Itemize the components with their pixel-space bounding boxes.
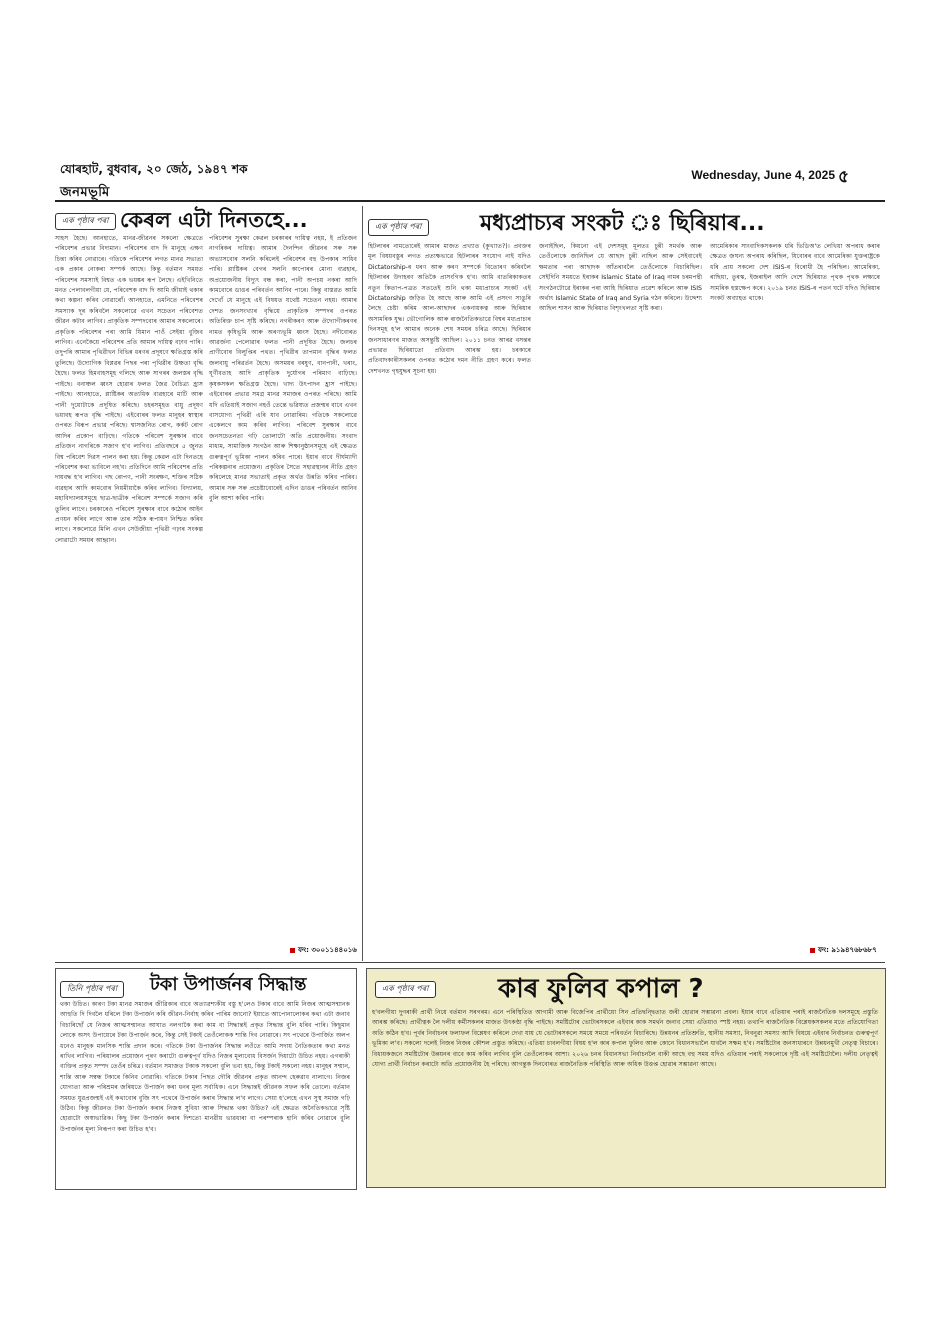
kapal-continued-tag: এক পৃষ্ঠাৰ পৰা	[375, 981, 436, 998]
taka-headline: টকা উপাৰ্জনৰ সিদ্ধান্ত	[150, 974, 307, 995]
syria-headline: মধ্যপ্ৰাচ্যৰ সংকট ঃ ছিৰিয়াৰ...	[480, 211, 765, 236]
section-rule	[55, 962, 885, 963]
syria-column-3: আমেৰিকাৰ সাংবাদিকসকলক ধৰি ভিডিঅ'ত লেখিয়া অপৰাধ কৰাৰ ক্ষেত্ৰত জঘন্য অপৰাধ কৰিছিল, যিবোৰৰ বাবে আমেৰিকা যুক্তৰাষ্ট্ৰকে ধৰি প্ৰায় সকলো দেশ ISIS-ৰ বিৰোধী হৈ পৰিছিল। আমেৰিকা, ৰাছিয়া, তুৰস্ক, ইজৰাইল আদি দেশে ছিৰিয়াত পৃথক পৃথক লক্ষ্যৰে সামৰিক হস্তক্ষেপ কৰে। ২০১৯ চনত ISIS-ৰ পতন ঘটে যদিও ছিৰিয়াৰ সংকট অব্যাহত থাকে।	[710, 243, 880, 303]
date-line-right: Wednesday, June 4, 2025	[691, 168, 835, 182]
syria-tag-wrap	[368, 214, 429, 236]
kerala-column-1: সাহস হৈছে। আনহাতে, মানৱ-জীৱনৰ সকলো ক্ষেত্ৰতে পৰিবেশৰ প্ৰভাৱ বিদ্যমান। পৰিবেশৰ বাদ দি মানুহে এক্ষণ চিন্তা কৰিব নোৱাৰে। গতিকে পৰিবেশৰ লগত মানৱ সভ্যতা এক প্ৰকাৰ নোকৰা সম্পৰ্ক আছে। কিন্তু বৰ্তমান সময়ত পৰিবেশৰ সমস্যাই বিশ্বত এক ভয়ঙ্কৰ ৰূপ লৈছে। এইখিনিতে মনত পেলাবলগীয়া যে, পৰিবেশক বাদ দি আমি জীয়াই থকাৰ কথা কল্পনা কৰিব নোৱাৰোঁ। আনহাতে, এমনিতে পৰিবেশৰ সমস্যাক দূৰ কৰিবলৈ সকলোৱে এখন সচেতন পৰিবেশত জীৱন কটাব লাগিব। প্ৰাকৃতিক সম্পদবোৰ আমাৰ সকলোৰে। প্ৰকৃতিক পৰিবেশৰ পৰা আমি যিমান পাওঁ সেইয়া বুজিব লাগিব। এনেকৈয়ে পৰিবেশৰ প্ৰতি আমাৰ দায়িত্ব বঢ়াব পাৰি। তদুপৰি আমাৰ পৃথিৱীখন বিভিন্ন ধৰণৰ প্ৰদূষণে ক্ষতিগ্ৰস্ত কৰি তুলিছে। উদ্যোগিক বিপ্লৱৰ পিছৰ পৰা পৃথিৱীৰ উষ্ণতা বৃদ্ধি হৈছে। ফলত হিমবাহসমূহ গলিছে আৰু সাগৰৰ জলস্তৰ বৃদ্ধি পাইছে। বনাঞ্চল ধ্বংস হোৱাৰ ফলত জৈৱ বৈচিত্ৰ্য হ্ৰাস পাইছে। আনহাতে, প্লাষ্টিকৰ অত্যধিক ব্যৱহাৰে মাটি আৰু পানী দুয়োটাকে প্ৰদূষিত কৰিছে। চহৰসমূহত বায়ু প্ৰদূষণ ভয়াবহ ৰূপত বৃদ্ধি পাইছে। এইবোৰৰ ফলত মানুহৰ স্বাস্থ্যৰ ওপৰত বিৰূপ প্ৰভাৱ পৰিছে। শ্বাসজনিত ৰোগ, কৰ্কট ৰোগ আদিৰ প্ৰকোপ বাঢ়িছে। গতিকে পৰিবেশ সুৰক্ষাৰ বাবে প্ৰতিজন নাগৰিকে সজাগ হ'ব লাগিব। প্ৰতিবছৰে ৫ জুনত বিশ্ব পৰিবেশ দিৱস পালন কৰা হয়। কিন্তু কেৱল এটা দিনতহে পৰিবেশৰ কথা ভাবিলে নহ'ব। প্ৰতিদিনে আমি পৰিবেশৰ প্ৰতি দায়বদ্ধ হ'ব লাগিব। গছ ৰোপণ, পানী সংৰক্ষণ, শক্তিৰ সঠিক ব্যৱহাৰ আদি কামবোৰ নিয়মীয়াকৈ কৰিব লাগিব। বিদ্যালয়, মহাবিদ্যালয়সমূহে ছাত্ৰ-ছাত্ৰীক পৰিবেশ সম্পৰ্কে সজাগ কৰি তুলিব লাগে। চৰকাৰেও পৰিবেশ সুৰক্ষাৰ বাবে কঠোৰ আইন প্ৰণয়ন কৰিব লাগে আৰু তাৰ সঠিক ৰূপায়ণ নিশ্চিত কৰিব লাগে। সকলোৱে মিলি এখন সেউজীয়া পৃথিৱী গঢ়াৰ সংকল্প লোৱাটো সময়ৰ আহ্বান।	[55, 235, 203, 544]
column-divider	[362, 206, 363, 961]
kerala-end-code	[290, 944, 357, 956]
syria-column-1: হিটলাৰৰ নামতোৰেই আমাৰ মাজত প্ৰখ্যাত (কুখ্যাত?)। প্ৰবক্তৰ মূল বিষয়বস্তুৰ লগত প্ৰত্যক্ষভাৱে হিটলাৰৰ সংযোগ নাই যদিও Dictatorship-ৰ ধৰণ আৰু কৰণ সম্পৰ্কে বিতোৰণ কৰিবলৈ হিটলাৰৰ উদাহৰণ অতিকৈ প্ৰাসংগিক হ'ব। আমি বাতৰিকাকতৰ নতুন কিতাপ-পত্ৰত সততেই শুনি থকা মধ্যপ্ৰাচ্যৰ সংকট এই Dictatorship জড়িত হৈ আছে আৰু আমি এই প্ৰসংগ সাঙুৰি লৈছে চেষ্টা কৰিম আল-আছাদৰ একনায়কত্ব আৰু ছিৰিয়াৰ অসামৰিক যুদ্ধ। ভৌগোলিক আৰু ৰাজনৈতিকভাৱে বিশ্বৰ মধ্যপ্ৰাচ্যৰ দিনসমূহ হ'ল আমাৰ অনেক শেষ সময়ৰ চৰিত্ৰ আছে। ছিৰিয়াৰ জনসাধাৰণৰ মাজত অসন্তুষ্টি আছিল। ২০১১ চনত আৰৱ বসন্তৰ প্ৰভাৱত ছিৰিয়াতো প্ৰতিবাদ আৰম্ভ হয়। চৰকাৰে প্ৰতিবাদকাৰীসকলৰ ওপৰত কঠোৰ দমন নীতি গ্ৰহণ কৰে। ফলত দেশখনত গৃহযুদ্ধৰ সূচনা হয়।	[368, 243, 531, 375]
kapal-tag-wrap	[375, 976, 436, 998]
masthead-logo: জনমভূমি	[60, 185, 110, 200]
syria-continued-tag: এক পৃষ্ঠাৰ পৰা	[368, 219, 429, 236]
kerala-end-code-text: ফং: ৩০০১১৪৪০১৬	[298, 946, 357, 954]
syria-end-code-text: ফং: ৯১৯৪৭৬৮৬৮৭	[818, 946, 877, 954]
kapal-body: হ'বলগীয়া দুগৰাকী প্ৰাৰ্থী নিয়ে বৰ্তমান সৰগৰম। এনে পৰিস্থিতিত আগামী আৰু বিজেপিৰ প্ৰাৰ্থীয়ো সিন প্ৰতিদ্বন্দ্বিতাত জৰী হোৱাৰ সম্ভাৱনা প্ৰবল। ইয়াৰ বাবে এতিয়াৰ পৰাই ৰাজনৈতিক দলসমূহে প্ৰস্তুতি আৰম্ভ কৰিছে। প্ৰাৰ্থীত্বক লৈ দলীয় কৰ্মীসকলৰ মাজত উৎকণ্ঠা বৃদ্ধি পাইছে। সমষ্টিটোৰ ভোটাৰসকলে এইবাৰ কাক সমৰ্থন জনাব সেয়া এতিয়াও স্পষ্ট নহয়। তথাপি ৰাজনৈতিক বিশ্লেষকসকলৰ মতে প্ৰতিযোগিতা অতি কঠিন হ'ব। পূৰ্বৰ নিৰ্বাচনৰ ফলাফল বিশ্লেষণ কৰিলে দেখা যায় যে ভোটাৰসকলে সময়ে সময়ে পৰিবৰ্তন বিচাৰিছে। উন্নয়নৰ প্ৰতিশ্ৰুতি, স্থানীয় সমস্যা, নিবনুৱা সমস্যা আদি বিষয়ে এইবাৰ নিৰ্বাচনত গুৰুত্বপূৰ্ণ ভূমিকা ল'ব। সকলো দলেই নিজৰ নিজৰ কৌশল প্ৰস্তুত কৰিছে। এতিয়া চাবলগীয়া বিষয় হ'ল কাৰ কপাল ফুলিব আৰু কোনে বিধানসভালৈ যাবলৈ সক্ষম হ'ব। সমষ্টিটোৰ জনসাধাৰণে উন্নয়নমুখী নেতৃত্ব বিচাৰে। বিধায়কজনে সমষ্টিটোৰ উন্নয়নৰ বাবে কাম কৰিব লাগিব বুলি তেওঁলোকৰ আশা। ২০২৬ চনৰ বিধানসভা নিৰ্বাচনলৈ বাকী আছে বহু সময় যদিও এতিয়াৰ পৰাই সকলোৰে দৃষ্টি এই সমষ্টিটোলৈ। দলীয় নেতৃত্বই যোগ্য প্ৰাৰ্থী নিৰ্বাচন কৰাটো অতি প্ৰয়োজনীয় হৈ পৰিছে। আগন্তুক দিনবোৰত ৰাজনৈতিক পৰিস্থিতি আৰু অধিক উত্তপ্ত হোৱাৰ সম্ভাৱনা আছে।	[372, 1009, 878, 1069]
taka-continued-tag: তিনি পৃষ্ঠাৰ পৰা	[60, 981, 124, 998]
taka-tag-wrap	[60, 976, 124, 998]
kerala-continued-tag: এক পৃষ্ঠাৰ পৰা	[55, 213, 116, 230]
date-line-left: যোৰহাট, বুধবাৰ, ২০ জেঠ, ১৯৪৭ শক	[60, 162, 248, 176]
syria-column-2: জনাইছিল, কিয়নো এই দেশসমূহ মূলতঃ চুন্নী সমৰ্থক আৰু তেওঁলোকে জানিছিল যে আছাদ চুন্নী নাছিল আৰু সেইবাবেই ক্ষমতাৰ পৰা আছাদক আঁতৰাবলৈ তেওঁলোকে বিচাৰিছিল। সেইদিনি সময়তে ইৰাকৰ Islamic State of Iraq নামৰ চৰমপন্থী সংগঠনটোৱে ইৰাকৰ পৰা আহি ছিৰিয়াত প্ৰৱেশ কৰিলে আৰু ISIS অৰ্থাৎ Islamic State of Iraq and Syria গঠন কৰিলে। উদ্দেশ্য আছিল শাসন আৰু ছিৰিয়াত বিশৃংখলতা সৃষ্টি কৰা।	[539, 243, 702, 313]
header-rule	[55, 200, 885, 202]
kapal-headline: কাৰ ফুলিব কপাল ?	[498, 974, 704, 1004]
page-number: ৫	[838, 167, 850, 187]
kerala-headline: কেৰল এটা দিনতহে...	[120, 208, 308, 232]
taka-body: থকা উচিত। কাৰণ টকা মানৱ সমাজৰ জীৱিকাৰ বাবে অত্যাৱশ্যকীয় বস্তু হ'লেও টকাৰ বাবে আমি নিজৰ আত্মসন্মানক আহুতি দি দিবলৈ ধৰিলে টকা উপাৰ্জন কৰি জীৱন-নিৰ্বাহ কৰিব পাৰিম জানো? ইয়াতে আপোনালোকৰ কথা এটা জনাব বিচাৰিছোঁ যে নিজৰ আত্মসন্মানত আঘাত নলগাকৈ কৰা কাম বা সিদ্ধান্তই প্ৰকৃত সিদ্ধান্ত বুলি ধৰিব পাৰি। কিছুমান লোকে অসৎ উপায়েৰে টকা উপাৰ্জন কৰে, কিন্তু সেই টকাই তেওঁলোকক শান্তি দিব নোৱাৰে। সৎ পথেৰে উপাৰ্জিত অলপ ধনেও মানুহক মানসিক শান্তি প্ৰদান কৰে। গতিকে টকা উপাৰ্জনৰ সিদ্ধান্ত লওঁতে আমি সদায় নৈতিকতাৰ কথা মনত ৰাখিব লাগিব। পৰিয়ালৰ প্ৰয়োজন পূৰণ কৰাটো গুৰুত্বপূৰ্ণ যদিও নিজৰ মূল্যবোধ বিসৰ্জন দিয়াটো উচিত নহয়। এগৰাকী ব্যক্তিৰ প্ৰকৃত সম্পদ তেওঁৰ চৰিত্ৰ। বৰ্তমান সমাজত টকাক সকলো বুলি ভবা হয়, কিন্তু টকাই সকলো নহয়। মানুহৰ সন্মান, শান্তি আৰু সম্বন্ধ টকাৰে কিনিব নোৱাৰি। গতিকে টকাৰ পিছত দৌৰি জীৱনৰ প্ৰকৃত আনন্দ হেৰুৱাব নালাগে। নিজৰ যোগ্যতা আৰু পৰিশ্ৰমৰ জৰিয়তে উপাৰ্জন কৰা ধনৰ মূল্য সৰ্বাধিক। এনে সিদ্ধান্তই জীৱনক সফল কৰি তোলে। বৰ্তমান সময়ত যুৱপ্ৰজন্মই এই কথাবোৰ বুজি সৎ পথেৰে উপাৰ্জন কৰাৰ সিদ্ধান্ত ল'ব লাগে। সেয়া হ'লেহে এখন সুস্থ সমাজ গঢ়ি উঠিব। কিন্তু জীৱনত টকা উপাৰ্জন কৰাৰ নিজস্ব সুবিধা আৰু সিদ্ধান্ত থকা উচিত? এই ক্ষেত্ৰত অনৈতিকভাৱে সৃষ্টি হোৱাটো অস্বাভাৱিক। কিছু টকা উপাৰ্জন কৰাৰ দিশতো মানৱীয় ভাৱধাৰা বা পৰম্পৰাক হানি কৰিব নোৱাৰে বুলি উপাৰ্জনৰ মূল্য নিৰূপণ কৰা উচিত হ'ব।	[60, 1001, 350, 1133]
kerala-column-2: পৰিবেশৰ সুৰক্ষা কেৱল চৰকাৰৰ দায়িত্ব নহয়, ই প্ৰতিজন নাগৰিকৰ দায়িত্ব। আমাৰ দৈনন্দিন জীৱনৰ সৰু সৰু অভ্যাসবোৰ সলনি কৰিলেই পৰিবেশৰ বহু উপকাৰ সাধিব পাৰি। প্লাষ্টিকৰ বেগৰ সলনি কাপোৰৰ মোনা ব্যৱহাৰ, অপ্ৰয়োজনীয় বিদ্যুৎ বন্ধ কৰা, পানী অপচয় নকৰা আদি কামবোৰে ডাঙৰ পৰিবৰ্তন আনিব পাৰে। কিন্তু বাস্তৱত আমি দেখোঁ যে মানুহে এই বিষয়ত যথেষ্ট সচেতন নহয়। আমাৰ দেশত জনসংখ্যাৰ বৃদ্ধিয়ে প্ৰাকৃতিক সম্পদৰ ওপৰত অতিৰিক্ত চাপ সৃষ্টি কৰিছে। নগৰীকৰণ আৰু ঔদ্যোগীকৰণৰ নামত কৃষিভূমি আৰু অৰণ্যভূমি ধ্বংস হৈছে। নদীবোৰত আৱৰ্জনা পেলোৱাৰ ফলত পানী প্ৰদূষিত হৈছে। জলচৰ প্ৰাণীবোৰ বিলুপ্তিৰ পথত। পৃথিৱীৰ তাপমান বৃদ্ধিৰ ফলত জলবায়ু পৰিৱৰ্তন হৈছে। অসময়ৰ বৰষুণ, বানপানী, খৰাং, ঘূৰ্ণীবতাহ আদি প্ৰাকৃতিক দুৰ্যোগৰ পৰিমাণ বাঢ়িছে। কৃষকসকল ক্ষতিগ্ৰস্ত হৈছে। খাদ্য উৎপাদন হ্ৰাস পাইছে। এইবোৰৰ প্ৰভাৱ সমগ্ৰ মানৱ সমাজৰ ওপৰত পৰিছে। আমি যদি এতিয়াই সজাগ নহওঁ তেন্তে ভৱিষ্যত প্ৰজন্মৰ বাবে এখন বাসযোগ্য পৃথিৱী এৰি যাব নোৱাৰিম। গতিকে সকলোৱে একেলগে কাম কৰিব লাগিব। পৰিবেশ সুৰক্ষাৰ বাবে জনসচেতনতা গঢ়ি তোলাটো অতি প্ৰয়োজনীয়। সংবাদ মাধ্যম, সামাজিক সংগঠন আৰু শিক্ষানুষ্ঠানসমূহে এই ক্ষেত্ৰত গুৰুত্বপূৰ্ণ ভূমিকা পালন কৰিব পাৰে। ইয়াৰ বাবে দীৰ্ঘম্যাদী পৰিকল্পনাৰ প্ৰয়োজন। প্ৰকৃতিৰ সৈতে সহাৱস্থানৰ নীতি গ্ৰহণ কৰিলেহে মানৱ সভ্যতাই প্ৰকৃত অৰ্থত উন্নতি কৰিব পাৰিব। আমাৰ সৰু সৰু প্ৰচেষ্টাবোৰেই এদিন ডাঙৰ পৰিবৰ্তন আনিব বুলি আশা কৰিব পাৰি।	[209, 235, 357, 503]
syria-end-code	[810, 944, 877, 956]
